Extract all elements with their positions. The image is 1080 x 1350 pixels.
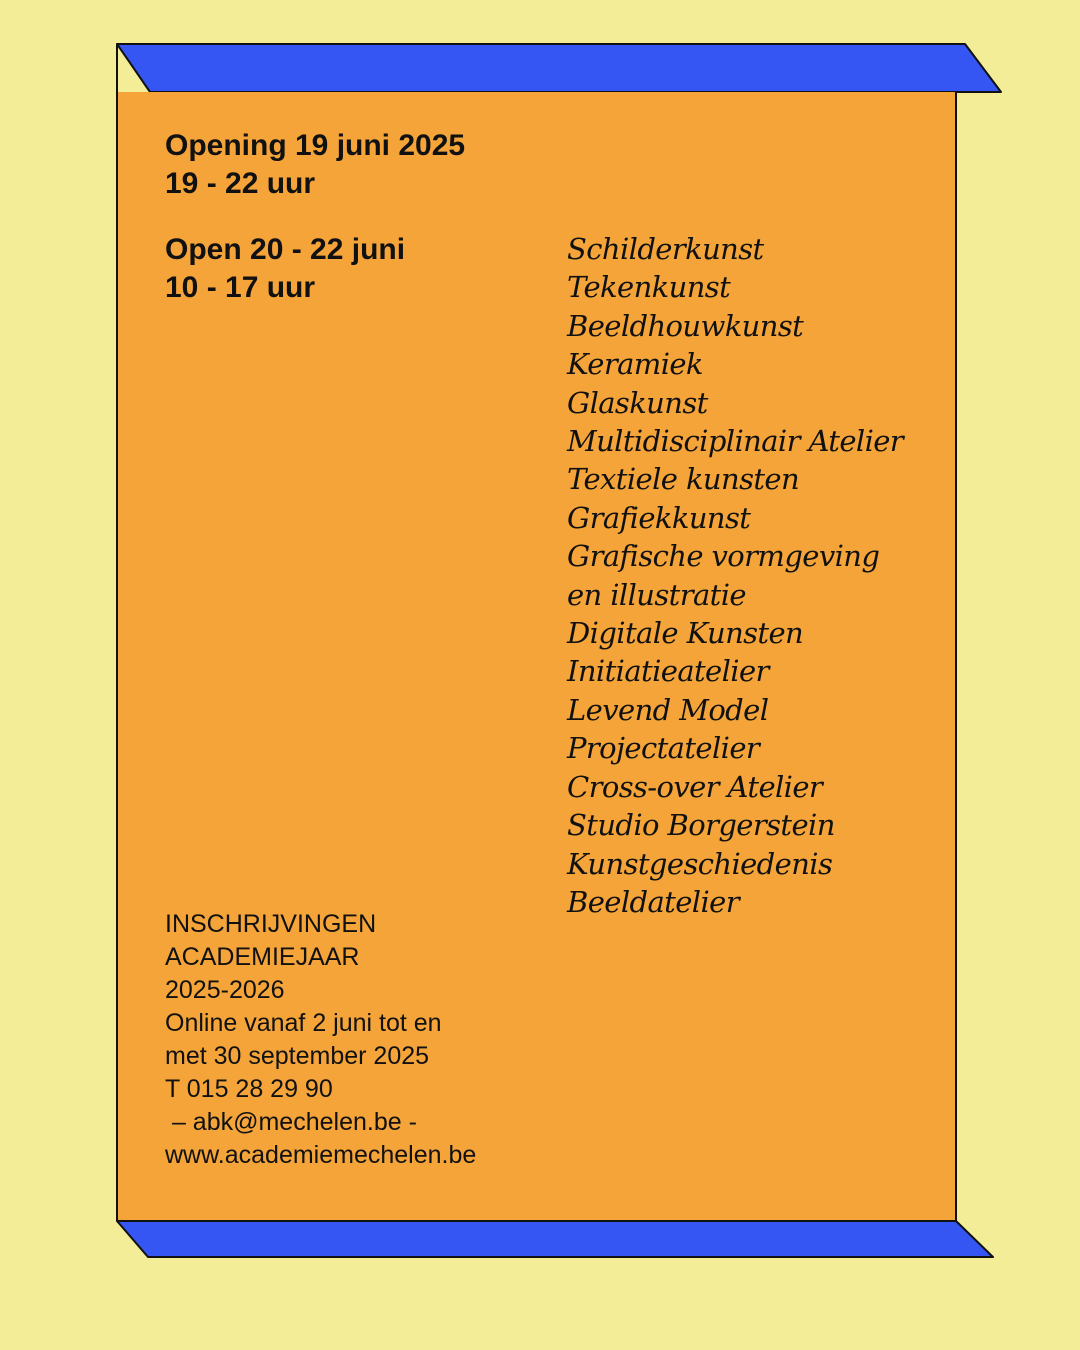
card-bottom-edge bbox=[117, 1221, 993, 1257]
email-address: – abk@mechelen.be - bbox=[165, 1108, 417, 1136]
opening-hours: 19 - 22 uur bbox=[165, 167, 316, 200]
opening-block bbox=[165, 127, 465, 203]
card-top-edge bbox=[117, 44, 1001, 92]
opening-date: Opening 19 juni 2025 bbox=[165, 129, 466, 162]
registration-heading: INSCHRIJVINGEN bbox=[165, 910, 377, 938]
open-dates: Open 20 - 22 juni bbox=[165, 233, 406, 266]
discipline-item: Textiele kunsten bbox=[567, 462, 800, 497]
discipline-item: Grafische vormgeving bbox=[567, 539, 880, 574]
discipline-item: Beeldhouwkunst bbox=[567, 308, 804, 343]
discipline-item: Projectatelier bbox=[567, 731, 760, 766]
discipline-list bbox=[567, 230, 903, 921]
discipline-item: Schilderkunst bbox=[567, 232, 764, 266]
registration-period: met 30 september 2025 bbox=[165, 1042, 430, 1070]
discipline-item: Digitale Kunsten bbox=[567, 616, 804, 651]
discipline-item: en illustratie bbox=[567, 577, 746, 612]
discipline-item: Studio Borgerstein bbox=[567, 808, 835, 843]
discipline-item: Levend Model bbox=[567, 692, 769, 727]
phone-number: T 015 28 29 90 bbox=[165, 1075, 333, 1103]
registration-heading: ACADEMIEJAAR bbox=[165, 943, 360, 971]
discipline-item: Beeldatelier bbox=[567, 884, 739, 919]
discipline-item: Initiatieatelier bbox=[567, 654, 769, 689]
registration-info bbox=[165, 908, 476, 1172]
academic-year: 2025-2026 bbox=[165, 976, 285, 1004]
discipline-item: Glaskunst bbox=[567, 385, 708, 420]
discipline-item: Kunstgeschiedenis bbox=[567, 846, 833, 881]
open-days-block bbox=[165, 231, 405, 307]
discipline-item: Grafiekkunst bbox=[567, 500, 751, 535]
registration-period: Online vanaf 2 juni tot en bbox=[165, 1009, 442, 1037]
discipline-item: Multidisciplinair Atelier bbox=[567, 424, 904, 459]
discipline-item: Keramiek bbox=[567, 347, 703, 382]
discipline-item: Cross-over Atelier bbox=[567, 769, 823, 804]
open-hours: 10 - 17 uur bbox=[165, 271, 316, 304]
website-address: www.academiemechelen.be bbox=[165, 1141, 477, 1169]
discipline-item: Tekenkunst bbox=[567, 270, 731, 305]
